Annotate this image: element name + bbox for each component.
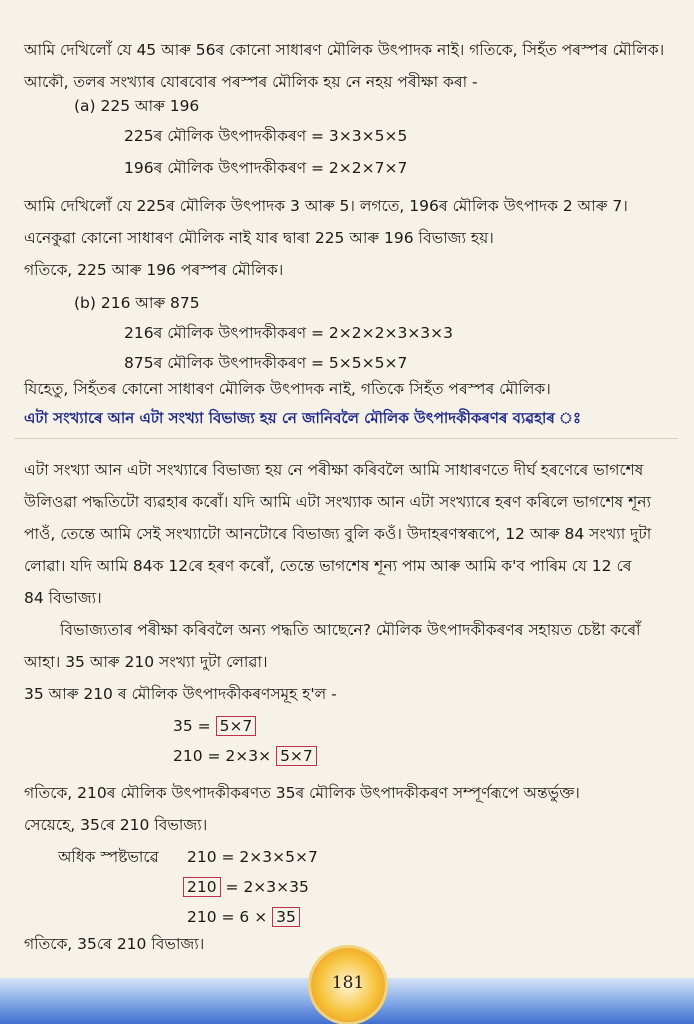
paragraph-line: উলিওৱা পদ্ধতিটো ব্যৱহাৰ কৰোঁ। যদি আমি এটা সংখ্যাক আন এটা সংখ্যাৰে হৰণ কৰিলে ভাগশেষ শূন্য bbox=[24, 493, 652, 511]
equation-rhs: = 2×3×35 bbox=[225, 878, 309, 896]
equation-line bbox=[187, 907, 300, 927]
equation-lhs: 210 = 2×3× bbox=[173, 747, 272, 765]
text-line: 35 আৰু 210 ৰ মৌলিক উৎপাদকীকৰণসমূহ হ'ল - bbox=[24, 685, 337, 703]
section-heading: এটা সংখ্যাৰে আন এটা সংখ্যা বিভাজ্য হয় নে জানিবলৈ মৌলিক উৎপাদকীকৰণৰ ব্যৱহাৰ ঃ bbox=[24, 409, 581, 427]
equation-35 bbox=[173, 716, 256, 736]
equation-lhs: 210 = 6 × bbox=[187, 908, 268, 926]
text-line: সেয়েহে, 35ৰে 210 বিভাজ্য। bbox=[24, 816, 208, 834]
factorization-line: 196ৰ মৌলিক উৎপাদকীকৰণ = 2×2×7×7 bbox=[124, 159, 408, 177]
highlight-box: 35 bbox=[272, 907, 300, 927]
page-number-badge bbox=[311, 948, 385, 1022]
text-line: আমি দেখিলোঁ যে 225ৰ মৌলিক উৎপাদক 3 আৰু 5। লগতে, 196ৰ মৌলিক উৎপাদক 2 আৰু 7। bbox=[24, 197, 628, 215]
example-b-label: (b) 216 আৰু 875 bbox=[74, 294, 200, 312]
paragraph-line: বিভাজ্যতাৰ পৰীক্ষা কৰিবলৈ অন্য পদ্ধতি আছেনে? মৌলিক উৎপাদকীকৰণৰ সহায়ত চেষ্টা কৰোঁ bbox=[60, 621, 641, 639]
divider bbox=[14, 438, 678, 439]
page-number: 181 bbox=[331, 973, 365, 993]
paragraph-line: লোৱা। যদি আমি 84ক 12ৰে হৰণ কৰোঁ, তেন্তে ভাগশেষ শূন্য পাম আৰু আমি ক'ব পাৰিম যে 12 ৰে bbox=[24, 557, 632, 575]
text-line: এনেকুৱা কোনো সাধাৰণ মৌলিক নাই যাৰ দ্বাৰা 225 আৰু 196 বিভাজ্য হয়। bbox=[24, 229, 494, 247]
text-line: গতিকে, 35ৰে 210 বিভাজ্য। bbox=[24, 935, 205, 953]
equation-line bbox=[183, 877, 309, 897]
factorization-line: 225ৰ মৌলিক উৎপাদকীকৰণ = 3×3×5×5 bbox=[124, 127, 408, 145]
more-clearly-label: অধিক স্পষ্টভাৱে bbox=[58, 848, 159, 866]
text-line: যিহেতু, সিহঁতৰ কোনো সাধাৰণ মৌলিক উৎপাদক নাই, গতিকে সিহঁত পৰস্পৰ মৌলিক। bbox=[24, 380, 551, 398]
paragraph-line: 84 বিভাজ্য। bbox=[24, 589, 102, 607]
example-a-label: (a) 225 আৰু 196 bbox=[74, 97, 200, 115]
highlight-box: 5×7 bbox=[276, 746, 317, 766]
text-line: আমি দেখিলোঁ যে 45 আৰু 56ৰ কোনো সাধাৰণ মৌলিক উৎপাদক নাই। গতিকে, সিহঁত পৰস্পৰ মৌলিক। bbox=[24, 41, 665, 59]
equation-line: 210 = 2×3×5×7 bbox=[187, 848, 318, 866]
equation-210 bbox=[173, 746, 317, 766]
paragraph-line: আহা। 35 আৰু 210 সংখ্যা দুটা লোৱা। bbox=[24, 653, 268, 671]
factorization-line: 875ৰ মৌলিক উৎপাদকীকৰণ = 5×5×5×7 bbox=[124, 354, 408, 372]
factorization-line: 216ৰ মৌলিক উৎপাদকীকৰণ = 2×2×2×3×3×3 bbox=[124, 324, 454, 342]
text-line: আকৌ, তলৰ সংখ্যাৰ যোৰবোৰ পৰস্পৰ মৌলিক হয় নে নহয় পৰীক্ষা কৰা - bbox=[24, 73, 478, 91]
paragraph-line: এটা সংখ্যা আন এটা সংখ্যাৰে বিভাজ্য হয় নে পৰীক্ষা কৰিবলৈ আমি সাধাৰণতে দীৰ্ঘ হৰণেৰে ভাগশেষ bbox=[24, 461, 644, 479]
equation-lhs: 35 = bbox=[173, 717, 211, 735]
highlight-box: 5×7 bbox=[216, 716, 257, 736]
paragraph-line: পাওঁ, তেন্তে আমি সেই সংখ্যাটো আনটোৰে বিভাজ্য বুলি কওঁ। উদাহৰণস্বৰূপে, 12 আৰু 84 সংখ্যা দুটা bbox=[24, 525, 652, 543]
highlight-box: 210 bbox=[183, 877, 221, 897]
text-line: গতিকে, 225 আৰু 196 পৰস্পৰ মৌলিক। bbox=[24, 261, 284, 279]
text-line: গতিকে, 210ৰ মৌলিক উৎপাদকীকৰণত 35ৰ মৌলিক উৎপাদকীকৰণ সম্পূৰ্ণৰূপে অন্তৰ্ভুক্ত। bbox=[24, 784, 580, 802]
